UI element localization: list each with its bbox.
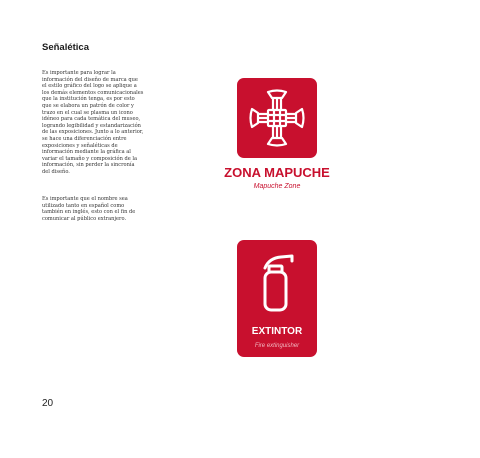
- sign-subtitle-extintor: Fire extinguisher: [254, 343, 300, 349]
- body-paragraph-1: Es importante para lograr la información del diseño de marca que el estilo gráfico del logo se aplique a los demás elementos comunicacionales que la institución tenga, es por esto que se elabora un patrón de color y trazo en el cual se plasma un icono idéneo para cada temática del museo, logrando legibilidad y estandarización de las exposiciones. Junto a lo anterior, se hace una diferenciación entre exposiciones y señaléticas de información mediante la gráfica al variar el tamaño y composición de la información, sin perder la sincronía del diseño.: [42, 70, 144, 175]
- mapuche-cross-icon: [248, 88, 306, 148]
- fire-extinguisher-icon: [259, 252, 295, 314]
- sign-extintor: [237, 240, 317, 357]
- sign-subtitle-zona-mapuche: Mapuche Zone: [253, 183, 301, 190]
- section-heading: Señalética: [42, 42, 89, 53]
- sign-zona-mapuche: [237, 78, 317, 158]
- body-paragraph-2: Es importante que el nombre sea utilizado tanto en español como también en inglés, esto con el fin de comunicar al público extranjero.: [42, 196, 136, 222]
- sign-title-extintor: EXTINTOR: [251, 326, 303, 337]
- sign-title-zona-mapuche: ZONA MAPUCHE: [224, 165, 330, 180]
- page-number: 20: [42, 398, 54, 409]
